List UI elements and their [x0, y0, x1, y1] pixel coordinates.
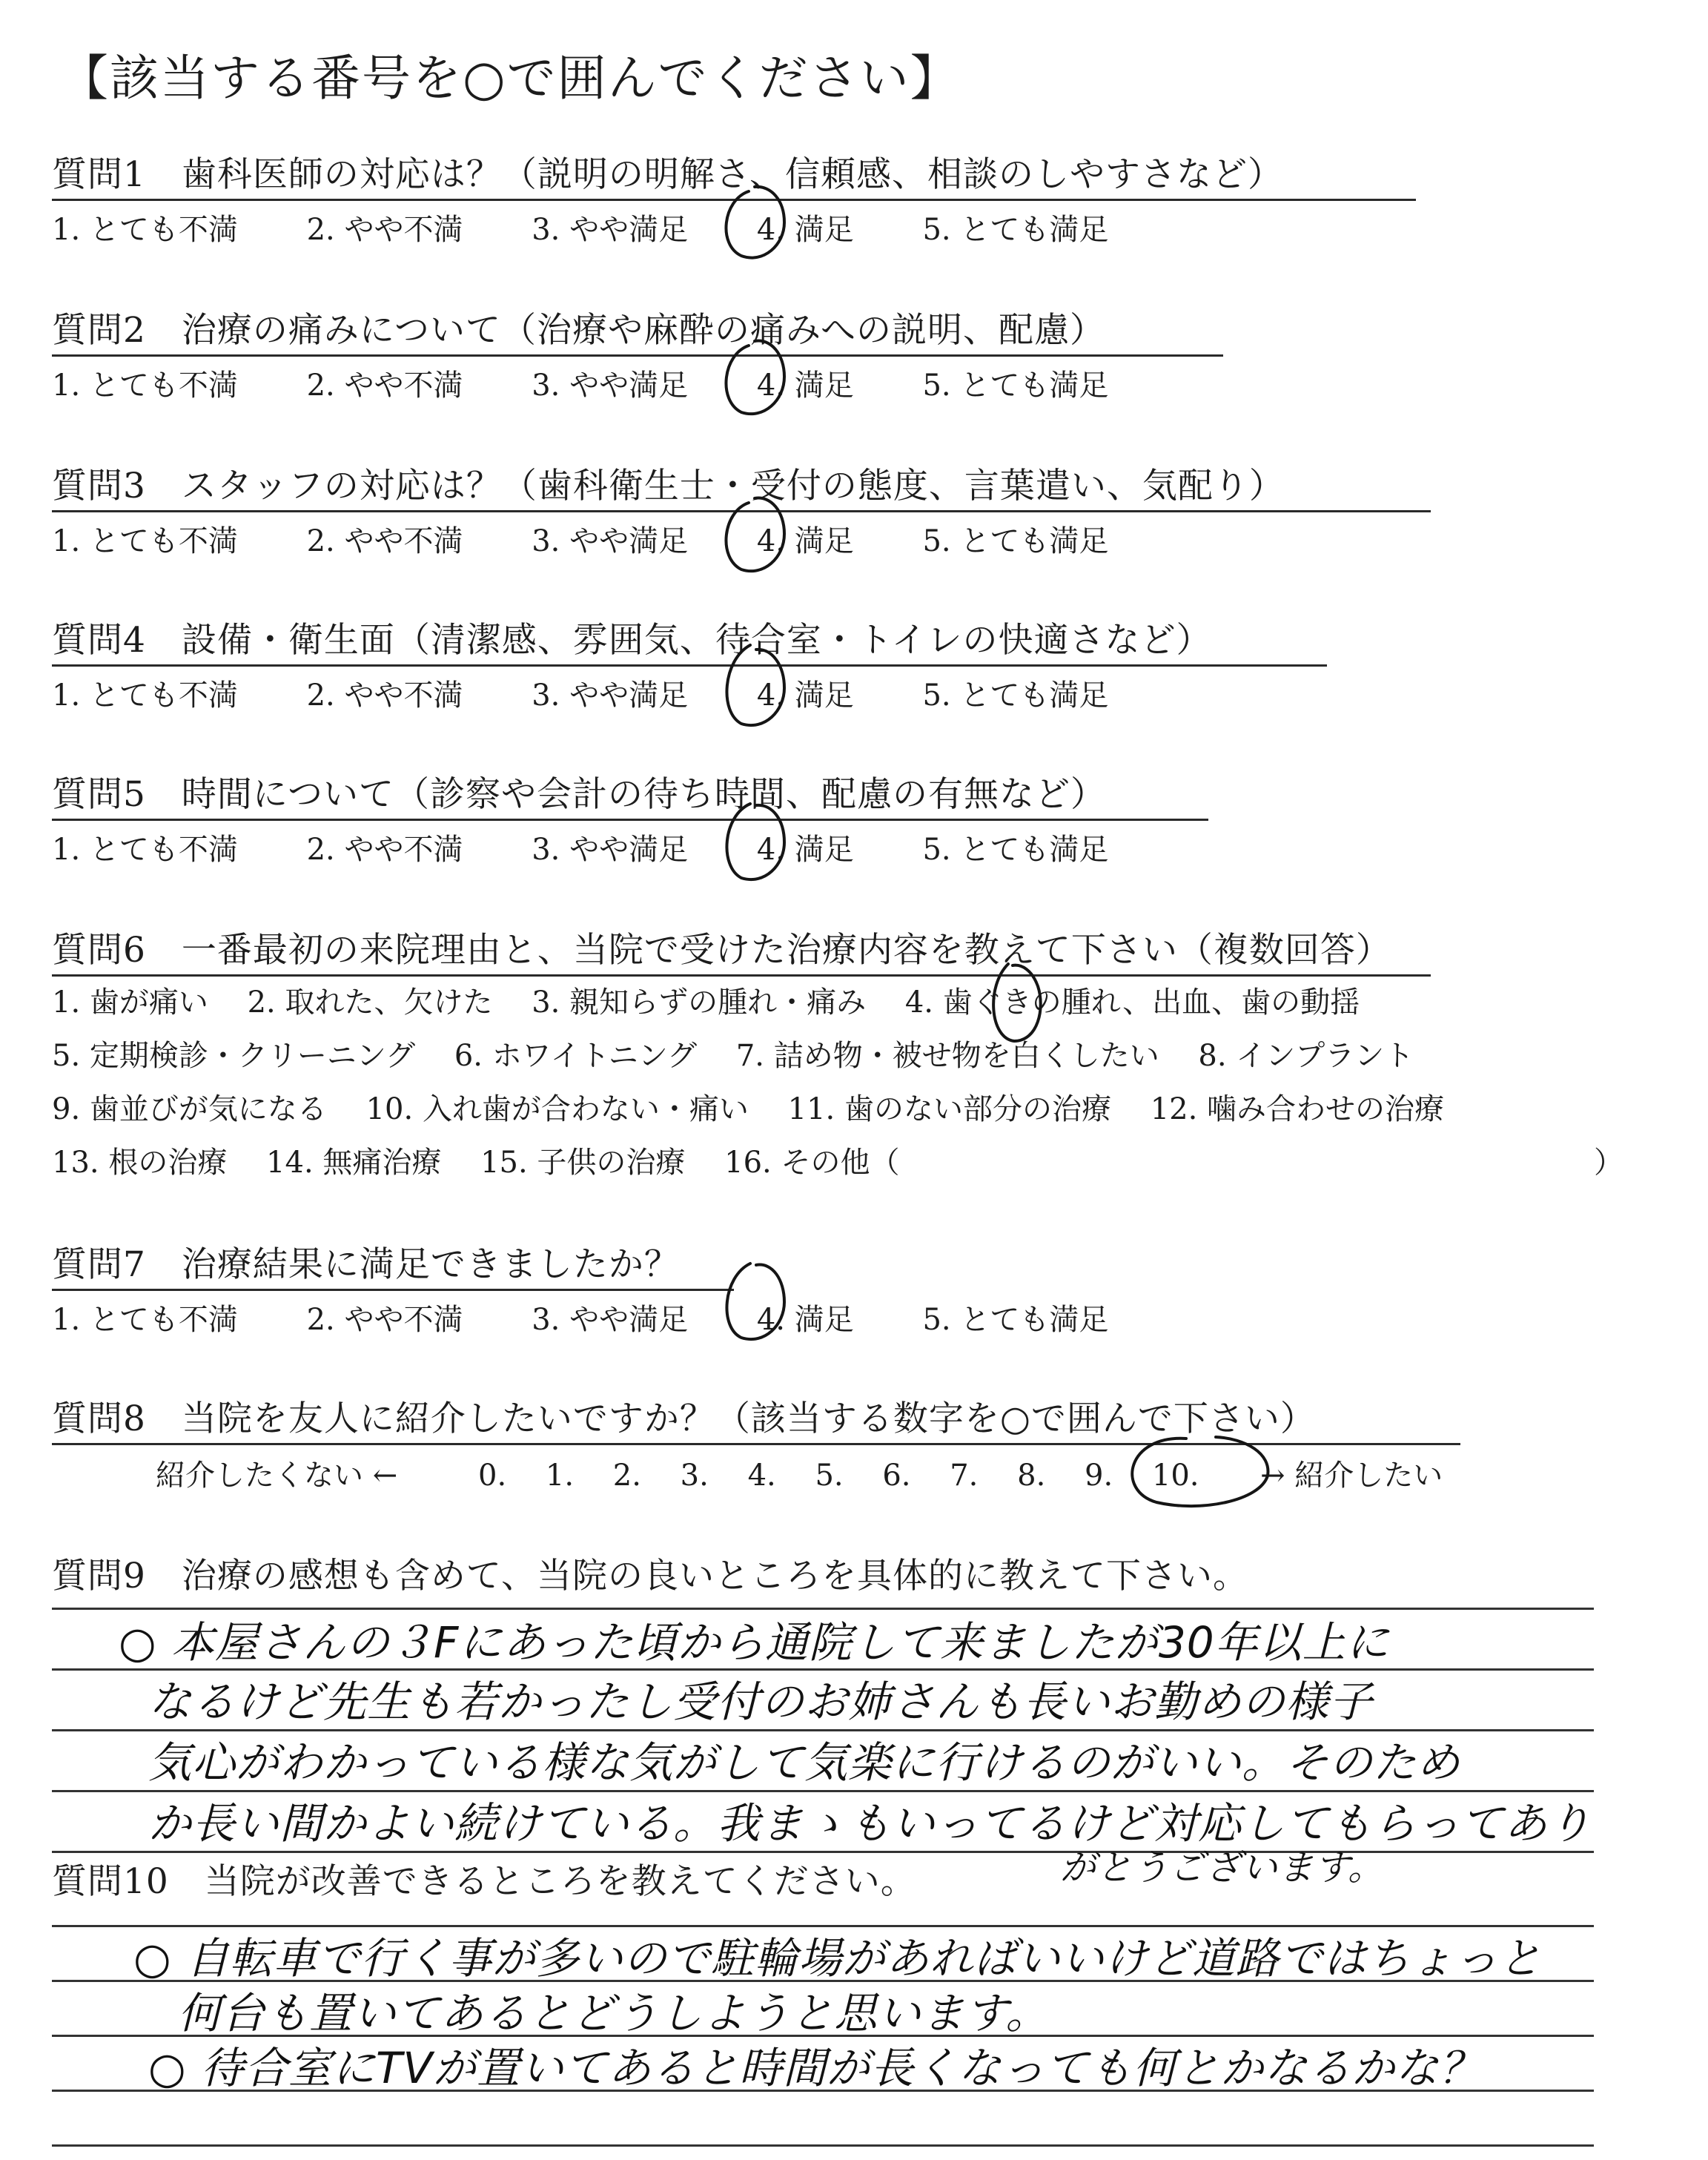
q4-opt-3[interactable]: 3. やや満足 [532, 678, 689, 713]
q6-opt-16[interactable]: 16. その他（ [724, 1146, 900, 1180]
q8-right-label: → 紹介したい [1260, 1459, 1443, 1493]
q8-scale-10[interactable]: 10. [1151, 1459, 1199, 1493]
question-8-label: 質問8 当院を友人に紹介したいですか？（該当する数字を○で囲んで下さい） [52, 1398, 1316, 1439]
question-9-label: 質問9 治療の感想も含めて、当院の良いところを具体的に教えて下さい。 [52, 1556, 1248, 1596]
q6-opt-8[interactable]: 8. インプラント [1198, 1039, 1414, 1073]
q8-scale-6[interactable]: 6. [882, 1459, 911, 1493]
question-7-options [52, 1296, 1108, 1338]
q6-opt-9[interactable]: 9. 歯並びが気になる [52, 1092, 327, 1126]
q8-scale-3[interactable]: 3. [680, 1459, 709, 1493]
q8-scale [478, 1452, 1199, 1494]
question-7-rule [52, 1289, 734, 1291]
q6-opt-4[interactable]: 4. 歯ぐきの腫れ、出血、歯の動揺 [904, 985, 1360, 1020]
q4-opt-4[interactable]: 4. 満足 [756, 678, 854, 713]
question-1-label: 質問1 歯科医師の対応は？（説明の明解さ、信頼感、相談のしやすさなど） [52, 154, 1284, 195]
q5-opt-5[interactable]: 5. とても満足 [922, 833, 1109, 867]
q6-row-1 [52, 979, 1360, 1021]
q2-opt-2[interactable]: 2. やや不満 [306, 369, 463, 403]
q5-opt-4[interactable]: 4. 満足 [756, 833, 854, 867]
q7-opt-3[interactable]: 3. やや満足 [532, 1303, 689, 1337]
q2-opt-5[interactable]: 5. とても満足 [922, 369, 1109, 403]
q1-opt-5[interactable]: 5. とても満足 [922, 213, 1109, 247]
q1-opt-3[interactable]: 3. やや満足 [532, 213, 689, 247]
question-5-rule [52, 819, 1208, 821]
q6-row-3 [52, 1086, 1444, 1128]
q6-opt-5[interactable]: 5. 定期検診・クリーニング [52, 1039, 416, 1073]
q4-opt-5[interactable]: 5. とても満足 [922, 678, 1109, 713]
question-5-options [52, 826, 1108, 868]
q4-opt-1[interactable]: 1. とても不満 [52, 678, 238, 713]
q6-opt-1[interactable]: 1. 歯が痛い [52, 985, 208, 1020]
q9-answer-line-2: なるけど先生も若かったし受付のお姉さんも長いお勤めの様子 [148, 1677, 1374, 1727]
q8-scale-4[interactable]: 4. [747, 1459, 776, 1493]
question-3-rule [52, 510, 1431, 512]
q9-answer-line-3: 気心がわかっている様な気がして気楽に行けるのがいい。そのため [148, 1737, 1461, 1788]
question-3-options [52, 518, 1108, 560]
q6-row-4 [52, 1139, 899, 1181]
q8-scale-7[interactable]: 7. [950, 1459, 979, 1493]
q7-opt-4[interactable]: 4. 満足 [756, 1303, 854, 1337]
q6-other-close-paren: ） [1594, 1146, 1623, 1180]
question-5-label: 質問5 時間について（診察や会計の待ち時間、配慮の有無など） [52, 774, 1106, 815]
q3-opt-5[interactable]: 5. とても満足 [922, 524, 1109, 558]
q10-answer-line-1: ○ 自転車で行く事が多いので駐輪場があればいいけど道路ではちょっと [133, 1933, 1543, 1984]
q5-opt-3[interactable]: 3. やや満足 [532, 833, 689, 867]
q7-opt-1[interactable]: 1. とても不満 [52, 1303, 238, 1337]
q2-opt-1[interactable]: 1. とても不満 [52, 369, 238, 403]
q6-opt-11[interactable]: 11. 歯のない部分の治療 [787, 1092, 1111, 1126]
q6-opt-12[interactable]: 12. 噛み合わせの治療 [1150, 1092, 1445, 1126]
question-6-rule [52, 974, 1431, 977]
q5-opt-1[interactable]: 1. とても不満 [52, 833, 238, 867]
q2-opt-4[interactable]: 4. 満足 [756, 369, 854, 403]
q6-opt-2[interactable]: 2. 取れた、欠けた [247, 985, 493, 1020]
page-title: 【該当する番号を○で囲んでください】 [59, 50, 961, 107]
question-2-options [52, 362, 1108, 404]
q8-scale-5[interactable]: 5. [815, 1459, 844, 1493]
q6-opt-14[interactable]: 14. 無痛治療 [266, 1146, 442, 1180]
q3-opt-4[interactable]: 4. 満足 [756, 524, 854, 558]
question-7-label: 質問7 治療結果に満足できましたか？ [52, 1244, 680, 1285]
q7-opt-2[interactable]: 2. やや不満 [306, 1303, 463, 1337]
q2-opt-3[interactable]: 3. やや満足 [532, 369, 689, 403]
question-10-label: 質問10 当院が改善できるところを教えてください。 [52, 1861, 916, 1902]
q8-scale-8[interactable]: 8. [1017, 1459, 1046, 1493]
q10-answer-line-2: 何台も置いてあるとどうしようと思います。 [178, 1988, 1050, 2038]
question-4-label: 質問4 設備・衛生面（清潔感、雰囲気、待合室・トイレの快適さなど） [52, 620, 1212, 661]
q9-answer-line-4: か長い間かよい続けている。我まゝもいってるけど対応してもらってあり [148, 1798, 1592, 1849]
q7-opt-5[interactable]: 5. とても満足 [922, 1303, 1109, 1337]
q3-opt-2[interactable]: 2. やや不満 [306, 524, 463, 558]
question-8-rule [52, 1443, 1460, 1445]
q6-opt-13[interactable]: 13. 根の治療 [52, 1146, 228, 1180]
q10-answer-line-3: ○ 待合室にTVが置いてあると時間が長くなっても何とかなるかな？ [148, 2043, 1483, 2093]
q1-opt-4[interactable]: 4. 満足 [756, 213, 854, 247]
q6-opt-3[interactable]: 3. 親知らずの腫れ・痛み [532, 985, 867, 1020]
q6-opt-15[interactable]: 15. 子供の治療 [480, 1146, 686, 1180]
q8-left-label: 紹介したくない ← [156, 1459, 398, 1493]
q4-opt-2[interactable]: 2. やや不満 [306, 678, 463, 713]
question-2-label: 質問2 治療の痛みについて（治療や麻酔の痛みへの説明、配慮） [52, 310, 1106, 351]
question-2-rule [52, 354, 1223, 357]
q10-line-5 [52, 2144, 1594, 2147]
question-4-rule [52, 664, 1327, 667]
q1-opt-1[interactable]: 1. とても不満 [52, 213, 238, 247]
q1-opt-2[interactable]: 2. やや不満 [306, 213, 463, 247]
q9-answer-line-1: ○ 本屋さんの３Fにあった頃から通院して来ましたが30年以上に [119, 1617, 1390, 1668]
q6-opt-10[interactable]: 10. 入れ歯が合わない・痛い [365, 1092, 749, 1126]
q8-scale-9[interactable]: 9. [1085, 1459, 1113, 1493]
question-1-options [52, 206, 1108, 248]
q8-scale-0[interactable]: 0. [478, 1459, 507, 1493]
question-1-rule [52, 199, 1416, 201]
q6-opt-6[interactable]: 6. ホワイトニング [454, 1039, 698, 1073]
q6-opt-7[interactable]: 7. 詰め物・被せ物を白くしたい [735, 1039, 1159, 1073]
question-3-label: 質問3 スタッフの対応は？（歯科衛生士・受付の態度、言葉遣い、気配り） [52, 466, 1285, 506]
question-6-label: 質問6 一番最初の来院理由と、当院で受けた治療内容を教えて下さい（複数回答） [52, 930, 1391, 971]
q8-scale-1[interactable]: 1. [545, 1459, 575, 1493]
q9-answer-line-5: がとうございます。 [1060, 1847, 1385, 1889]
q6-row-2 [52, 1032, 1414, 1074]
q8-scale-2[interactable]: 2. [612, 1459, 641, 1493]
question-4-options [52, 672, 1108, 714]
q3-opt-3[interactable]: 3. やや満足 [532, 524, 689, 558]
q3-opt-1[interactable]: 1. とても不満 [52, 524, 238, 558]
q5-opt-2[interactable]: 2. やや不満 [306, 833, 463, 867]
